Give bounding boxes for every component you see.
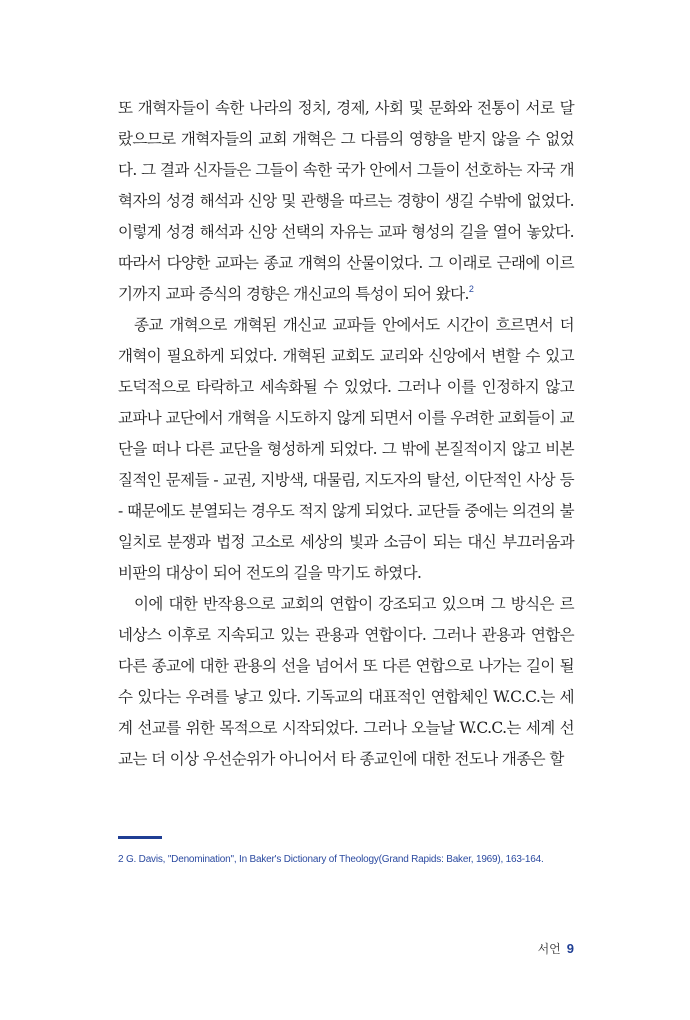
footnote: 2 G. Davis, "Denomination", In Baker's Dictionary of Theology(Grand Rapids: Baker, 1969), 163-164.: [118, 854, 544, 865]
paragraph-2: 종교 개혁으로 개혁된 개신교 교파들 안에서도 시간이 흐르면서 더 개혁이 필요하게 되었다. 개혁된 교회도 교리와 신앙에서 변할 수 있고 도덕적으로 타락하고 세속화될 수 있었다. 그러나 이를 인정하지 않고 교파나 교단에서 개혁을 시도하지 않게 되면서 이를 우려한 교회들이 교단을 떠나 다른 교단을 형성하게 되었다. 그 밖에 본질적이지 않고 비본질적인 문제들 - 교권, 지방색, 대물림, 지도자의 탈선, 이단적인 사상 등 - 때문에도 분열되는 경우도 적지 않게 되었다. 교단들 중에는 의견의 불일치로 분쟁과 법정 고소로 세상의 빛과 소금이 되는 대신 부끄러움과 비판의 대상이 되어 전도의 길을 막기도 하였다.: [118, 316, 574, 582]
page-number: 9: [566, 941, 574, 956]
footnote-divider: [118, 836, 162, 839]
paragraph-3: 이에 대한 반작용으로 교회의 연합이 강조되고 있으며 그 방식은 르네상스 이후로 지속되고 있는 관용과 연합이다. 그러나 관용과 연합은 다른 종교에 대한 관용의 선을 넘어서 또 다른 연합으로 나가는 길이 될 수 있다는 우려를 낳고 있다. 기독교의 대표적인 연합체인 W.C.C.는 세계 선교를 위한 목적으로 시작되었다. 그러나 오늘날 W.C.C.는 세계 선교는 더 이상 우선순위가 아니어서 타 종교인에 대한 전도나 개종은 할: [118, 595, 574, 768]
running-head: 서언: [537, 942, 561, 956]
footnote-marker[interactable]: 2: [468, 284, 474, 294]
paragraph-1: [118, 93, 574, 310]
page-footer: [520, 940, 574, 957]
paragraph-1-text: 또 개혁자들이 속한 나라의 정치, 경제, 사회 및 문화와 전통이 서로 달랐으므로 개혁자들의 교회 개혁은 그 다름의 영향을 받지 않을 수 없었다. 그 결과 신자들은 그들이 속한 국가 안에서 그들이 선호하는 자국 개혁자의 성경 해석과 신앙 및 관행을 따르는 경향이 생길 수밖에 없었다. 이렇게 성경 해석과 신앙 선택의 자유는 교파 형성의 길을 열어 놓았다. 따라서 다양한 교파는 종교 개혁의 산물이었다. 그 이래로 근래에 이르기까지 교파 증식의 경향은 개신교의 특성이 되어 왔다.: [118, 99, 574, 303]
main-text: [118, 93, 574, 775]
